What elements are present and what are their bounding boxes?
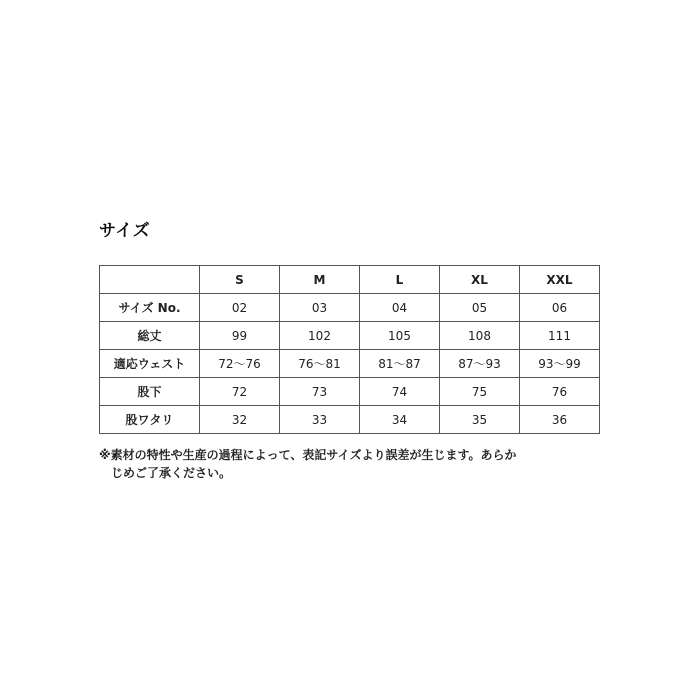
- table-cell: 76: [520, 378, 600, 406]
- table-cell: 35: [440, 406, 520, 434]
- table-cell: 06: [520, 294, 600, 322]
- note-line-2: じめご了承ください。: [111, 466, 232, 480]
- row-label-thigh-width: 股ワタリ: [100, 406, 200, 434]
- page-title: サイズ: [99, 221, 151, 241]
- table-row: [100, 322, 600, 350]
- row-label-inseam: 股下: [100, 378, 200, 406]
- column-header-s: S: [200, 266, 280, 294]
- column-header-xxl: XXL: [520, 266, 600, 294]
- table-cell: 81〜87: [360, 350, 440, 378]
- table-cell: 102: [280, 322, 360, 350]
- table-row: [100, 350, 600, 378]
- size-table: [99, 265, 600, 434]
- table-cell: 36: [520, 406, 600, 434]
- table-cell: 32: [200, 406, 280, 434]
- table-cell: 33: [280, 406, 360, 434]
- row-label-waist: 適応ウェスト: [100, 350, 200, 378]
- table-cell: 93〜99: [520, 350, 600, 378]
- table-cell: 87〜93: [440, 350, 520, 378]
- table-cell: 02: [200, 294, 280, 322]
- table-cell: 99: [200, 322, 280, 350]
- table-cell: 04: [360, 294, 440, 322]
- table-cell: 73: [280, 378, 360, 406]
- table-cell: 72〜76: [200, 350, 280, 378]
- row-label-size-no: サイズ No.: [100, 294, 200, 322]
- table-cell: 05: [440, 294, 520, 322]
- table-row: [100, 294, 600, 322]
- table-cell: 76〜81: [280, 350, 360, 378]
- table-cell: 03: [280, 294, 360, 322]
- row-label-total-length: 総丈: [100, 322, 200, 350]
- column-header-xl: XL: [440, 266, 520, 294]
- table-cell: 111: [520, 322, 600, 350]
- table-cell: 108: [440, 322, 520, 350]
- table-cell: 72: [200, 378, 280, 406]
- column-header-m: M: [280, 266, 360, 294]
- table-corner-cell: [100, 266, 200, 294]
- column-header-l: L: [360, 266, 440, 294]
- table-row: [100, 406, 600, 434]
- note-line-1: ※素材の特性や生産の過程によって、表記サイズより誤差が生じます。あらか: [99, 448, 517, 462]
- table-cell: 105: [360, 322, 440, 350]
- size-disclaimer-note: [99, 446, 619, 482]
- table-cell: 75: [440, 378, 520, 406]
- table-cell: 74: [360, 378, 440, 406]
- table-row: [100, 378, 600, 406]
- table-cell: 34: [360, 406, 440, 434]
- table-header-row: [100, 266, 600, 294]
